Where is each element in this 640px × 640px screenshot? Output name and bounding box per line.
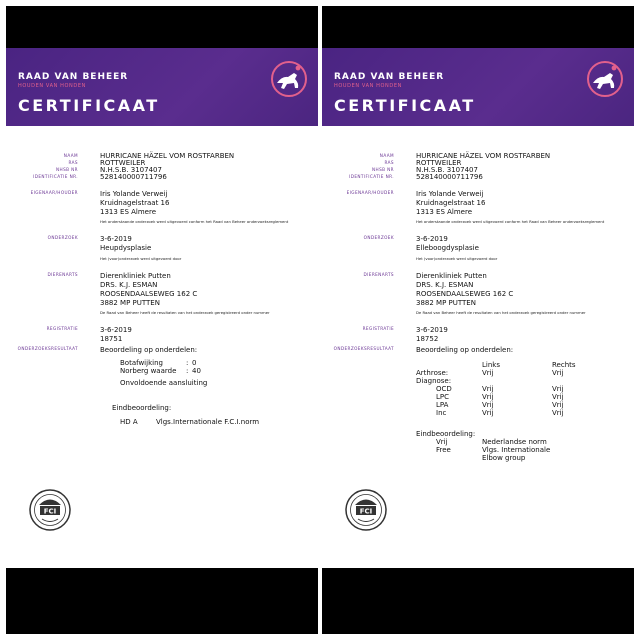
note-vet: Het (voor)onderzoek werd uitgevoerd door: [416, 256, 498, 261]
dog-breed: ROTTWEILER: [100, 159, 146, 167]
diagnosis-left: Vrij: [482, 401, 494, 409]
arthrose-left: Vrij: [482, 369, 494, 377]
row-sep: :: [186, 367, 189, 375]
final-extra: Elbow group: [482, 454, 526, 462]
vet-city: 3882 MP PUTTEN: [416, 299, 476, 307]
reg-date: 3-6-2019: [416, 326, 448, 334]
final-heading: Eindbeoordeling:: [112, 404, 172, 412]
extra-remark: Onvoldoende aansluiting: [120, 379, 208, 387]
label-id: IDENTIFICATIE NR.: [33, 174, 78, 179]
fci-seal-icon: [344, 488, 388, 532]
diagnosis-label: LPA: [436, 401, 449, 409]
diagnosis-right: Vrij: [552, 385, 564, 393]
label-result: ONDERZOEKSRESULTAAT: [333, 346, 394, 351]
final-text: Nederlandse norm: [482, 438, 547, 446]
vet-clinic: Dierenkliniek Putten: [100, 272, 171, 280]
note-registration: De Raad van Beheer heeft de resultaten van het onderzoek geregistreerd onder nummer: [416, 310, 586, 315]
label-breed: RAS: [68, 160, 78, 165]
final-code: Free: [436, 446, 451, 454]
label-exam: ONDERZOEK: [47, 235, 78, 240]
brand-tagline: HOUDEN VAN HONDEN: [334, 83, 402, 89]
row-label: Botafwijking: [120, 359, 163, 367]
label-exam: ONDERZOEK: [363, 235, 394, 240]
arthrose-label: Arthrose:: [416, 369, 449, 377]
note-exam: Het onderstaande onderzoek werd uitgevoerd conform het Raad van Beheer onderzoeksreglement: [100, 219, 289, 224]
vet-clinic: Dierenkliniek Putten: [416, 272, 487, 280]
note-vet: Het (voor)onderzoek werd uitgevoerd door: [100, 256, 182, 261]
reg-number: 18752: [416, 335, 439, 343]
diagnosis-left: Vrij: [482, 409, 494, 417]
label-vet: DIERENARTS: [363, 272, 394, 277]
column-right-header: Rechts: [552, 361, 576, 369]
dog-nhsb: N.H.S.B. 3107407: [416, 166, 478, 174]
row-sep: :: [186, 359, 189, 367]
certificate-title: CERTIFICAAT: [334, 96, 476, 115]
diagnosis-left: Vrij: [482, 393, 494, 401]
row-label: Norberg waarde: [120, 367, 177, 375]
label-nhsb: NHSB NR: [372, 167, 394, 172]
final-code: Vrij: [436, 438, 448, 446]
dog-nhsb: N.H.S.B. 3107407: [100, 166, 162, 174]
diagnosis-left: Vrij: [482, 385, 494, 393]
final-text: Vlgs.Internationale F.C.I.norm: [156, 418, 260, 426]
brand-name: RAAD VAN BEHEER: [334, 72, 445, 82]
diagnosis-label: OCD: [436, 385, 452, 393]
label-owner: EIGENAAR/HOUDER: [346, 190, 394, 195]
label-owner: EIGENAAR/HOUDER: [30, 190, 78, 195]
diagnosis-label: LPC: [436, 393, 450, 401]
fci-seal-icon: [28, 488, 72, 532]
diagnosis-right: Vrij: [552, 409, 564, 417]
vet-street: ROOSENDAALSEWEG 162 C: [100, 290, 198, 298]
diagnosis-label: Inc: [436, 409, 447, 417]
fci-seal-text: FCI: [43, 507, 57, 516]
dog-chip: 528140000711796: [416, 173, 483, 181]
vet-name: DRS. K.J. ESMAN: [416, 281, 474, 289]
vet-street: ROOSENDAALSEWEG 162 C: [416, 290, 514, 298]
label-id: IDENTIFICATIE NR.: [349, 174, 394, 179]
certificate-sheet: [6, 48, 318, 568]
certificate-sheet: [322, 48, 634, 568]
fci-seal-text: FCI: [359, 507, 373, 516]
header-banner: [322, 48, 634, 126]
dog-name: HURRICANE HÄZEL VOM ROSTFARBEN: [416, 152, 551, 160]
vet-name: DRS. K.J. ESMAN: [100, 281, 158, 289]
assessment-heading: Beoordeling op onderdelen:: [100, 346, 198, 354]
label-vet: DIERENARTS: [47, 272, 78, 277]
reg-number: 18751: [100, 335, 123, 343]
exam-type: Elleboogdysplasie: [416, 244, 479, 252]
owner-city: 1313 ES Almere: [100, 208, 157, 216]
diagnosis-right: Vrij: [552, 393, 564, 401]
owner-street: Kruidnagelstraat 16: [100, 199, 170, 207]
final-heading: Eindbeoordeling:: [416, 430, 476, 438]
row-value: 40: [192, 367, 201, 375]
owner-name: Iris Yolande Verweij: [416, 190, 484, 198]
arthrose-right: Vrij: [552, 369, 564, 377]
final-code: HD A: [120, 418, 138, 426]
certificate-hip: [6, 6, 318, 634]
label-breed: RAS: [384, 160, 394, 165]
final-text: Vlgs. Internationale: [482, 446, 551, 454]
reg-date: 3-6-2019: [100, 326, 132, 334]
diagnosis-right: Vrij: [552, 401, 564, 409]
label-registration: REGISTRATIE: [362, 326, 394, 331]
exam-date: 3-6-2019: [100, 235, 132, 243]
label-nhsb: NHSB NR: [56, 167, 78, 172]
label-name: NAAM: [379, 153, 394, 158]
label-name: NAAM: [63, 153, 78, 158]
column-left-header: Links: [482, 361, 500, 369]
label-registration: REGISTRATIE: [46, 326, 78, 331]
dog-chip: 528140000711796: [100, 173, 167, 181]
dog-breed: ROTTWEILER: [416, 159, 462, 167]
owner-city: 1313 ES Almere: [416, 208, 473, 216]
diagnose-label: Diagnose:: [416, 377, 452, 385]
certificate-title: CERTIFICAAT: [18, 96, 160, 115]
exam-date: 3-6-2019: [416, 235, 448, 243]
header-banner: [6, 48, 318, 126]
row-value: 0: [192, 359, 197, 367]
label-result: ONDERZOEKSRESULTAAT: [17, 346, 78, 351]
assessment-heading: Beoordeling op onderdelen:: [416, 346, 514, 354]
exam-type: Heupdysplasie: [100, 244, 152, 252]
vet-city: 3882 MP PUTTEN: [100, 299, 160, 307]
brand-name: RAAD VAN BEHEER: [18, 72, 129, 82]
note-exam: Het onderstaande onderzoek werd uitgevoerd conform het Raad van Beheer onderzoeksreglement: [416, 219, 605, 224]
owner-name: Iris Yolande Verweij: [100, 190, 168, 198]
certificate-elbow: [322, 6, 634, 634]
dog-name: HURRICANE HÄZEL VOM ROSTFARBEN: [100, 152, 235, 160]
owner-street: Kruidnagelstraat 16: [416, 199, 486, 207]
note-registration: De Raad van Beheer heeft de resultaten van het onderzoek geregistreerd onder nummer: [100, 310, 270, 315]
brand-tagline: HOUDEN VAN HONDEN: [18, 83, 86, 89]
dog-logo-icon: [584, 58, 626, 100]
dog-logo-icon: [268, 58, 310, 100]
